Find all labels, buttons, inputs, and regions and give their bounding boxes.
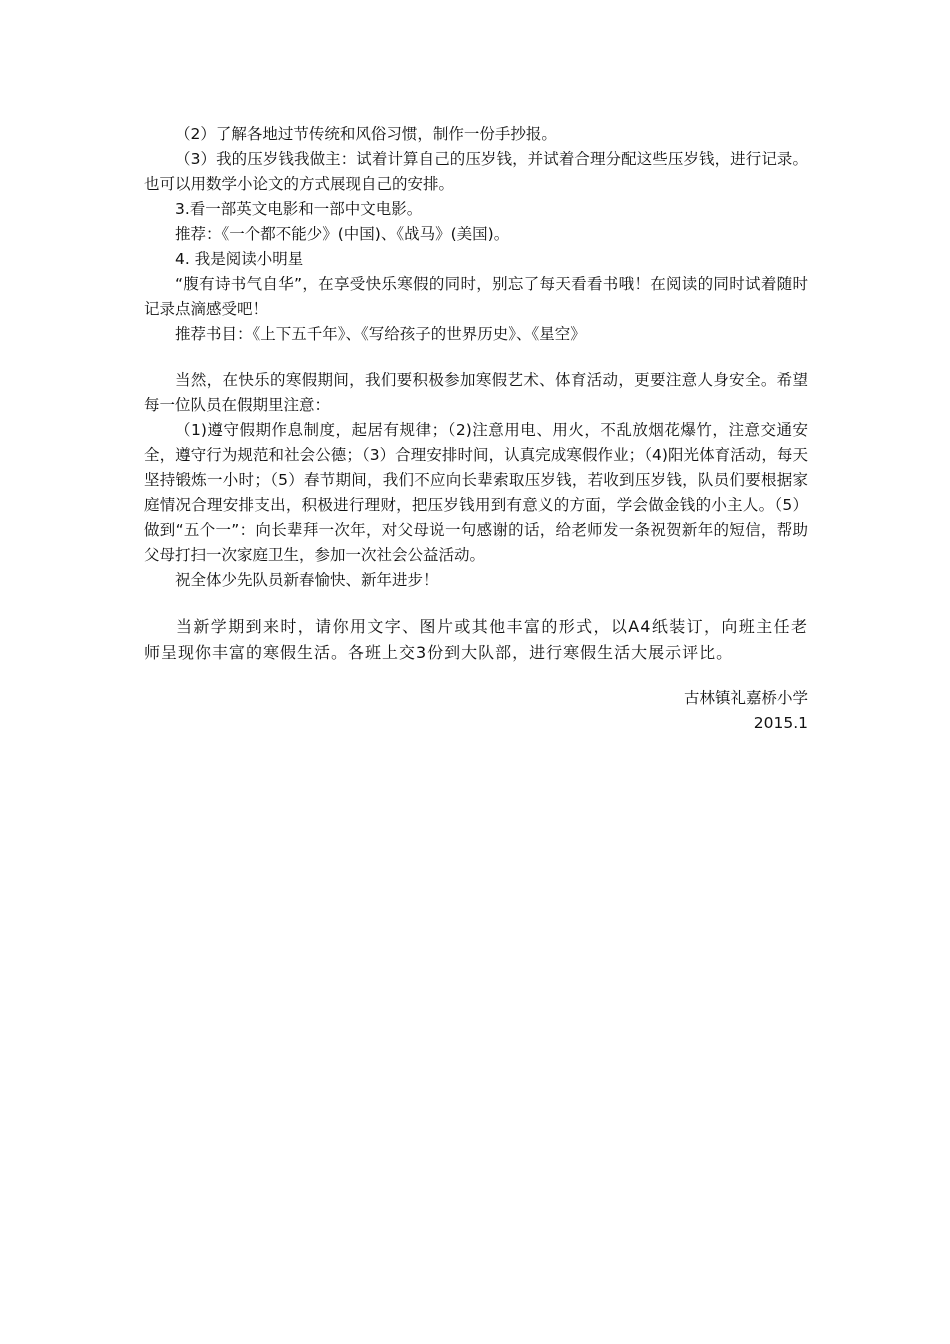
signature-block: [144, 686, 808, 736]
school-name: 古林镇礼嘉桥小学: [683, 689, 808, 707]
document-body: [144, 122, 808, 736]
safety-intro: 当然，在快乐的寒假期间，我们要积极参加寒假艺术、体育活动，更要注意人身安全。希望每一位队员在假期里注意：: [144, 371, 808, 414]
list-item-handmade-paper: （2）了解各地过节传统和风俗习惯，制作一份手抄报。: [175, 125, 557, 143]
list-item-movies: 3.看一部英文电影和一部中文电影。: [175, 200, 423, 218]
book-recommendations: 推荐书目：《上下五千年》、《写给孩子的世界历史》、《星空》: [175, 325, 586, 343]
list-item-lucky-money: （3）我的压岁钱我做主：试着计算自己的压岁钱，并试着合理分配这些压岁钱，进行记录。也可以用数学小论文的方式展现自己的安排。: [144, 150, 808, 193]
spacer: [144, 593, 808, 614]
safety-rules: （1)遵守假期作息制度，起居有规律；（2)注意用电、用火，不乱放烟花爆竹，注意交通安全，遵守行为规范和社会公德；（3）合理安排时间，认真完成寒假作业；（4)阳光体育活动，每天坚持锻炼一小时；（5）春节期间，我们不应向长辈索取压岁钱，若收到压岁钱，队员们要根据家庭情况合理安排支出，积极进行理财，把压岁钱用到有意义的方面，学会做金钱的小主人。（5）做到“五个一”：向长辈拜一次年，对父母说一句感谢的话，给老师发一条祝贺新年的短信，帮助父母打扫一次家庭卫生，参加一次社会公益活动。: [144, 421, 808, 564]
list-item-reading-star: 4. 我是阅读小明星: [175, 250, 304, 268]
issue-date: 2015.1: [753, 714, 808, 732]
movie-recommendations: 推荐：《一个都不能少》(中国)、《战马》(美国)。: [175, 225, 510, 243]
reading-encouragement: “腹有诗书气自华”，在享受快乐寒假的同时，别忘了每天看看书哦！在阅读的同时试着随时记录点滴感受吧！: [144, 275, 808, 318]
spacer: [144, 347, 808, 368]
new-year-wish: 祝全体少先队员新春愉快、新年进步！: [175, 571, 439, 589]
submission-notice: 当新学期到来时，请你用文字、图片或其他丰富的形式，以A4纸装订，向班主任老师呈现你丰富的寒假生活。各班上交3份到大队部，进行寒假生活大展示评比。: [144, 617, 808, 662]
